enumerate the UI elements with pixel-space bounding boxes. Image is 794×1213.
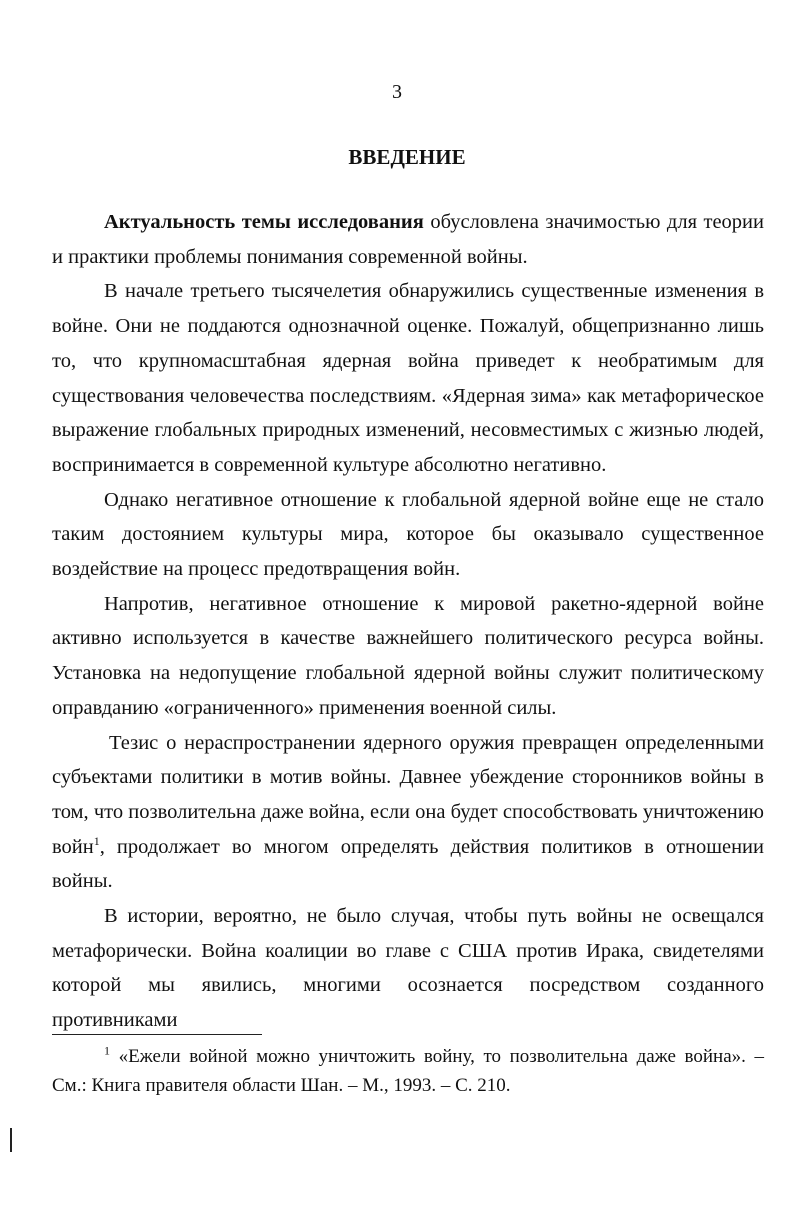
paragraph-text: Напротив, негативное отношение к мировой ракетно-ядерной войне активно используется в качестве важнейшего политического ресурса войны. Установка на недопущение глобальной ядерной войны служит политическому оправданию «ограниченного» применения военной силы. <box>52 592 764 719</box>
paragraph-with-footnote <box>52 726 764 900</box>
footnote <box>52 1042 764 1100</box>
footnote-text: «Ежели войной можно уничтожить войну, то позволительна даже война». – См.: Книга правителя области Шан. – М., 1993. – С. 210. <box>52 1046 764 1096</box>
margin-mark <box>10 1128 12 1152</box>
relevance-term: Актуальность темы исследования <box>104 211 424 233</box>
paragraph-text: , продолжает во многом определять действия политиков в отношении войны. <box>52 835 764 893</box>
paragraph-relevance <box>52 205 764 274</box>
paragraph-text: Однако негативное отношение к глобальной ядерной войне еще не стало таким достоянием культуры мира, которое бы оказывало существенное воздействие на процесс предотвращения войн. <box>52 488 764 581</box>
footnote-marker: 1 <box>104 1043 110 1058</box>
page-title: ВВЕДЕНИЕ <box>348 145 466 169</box>
paragraph-text: В истории, вероятно, не было случая, чтобы путь войны не освещался метафорически. Война коалиции во главе с США против Ирака, свидетелями которой мы явились, многими осознается посредством созданного противниками <box>52 905 764 1032</box>
page-number: 3 <box>392 81 402 103</box>
body-text <box>52 205 764 1038</box>
paragraph-text: В начале третьего тысячелетия обнаружились существенные изменения в войне. Они не поддаются однозначной оценке. Пожалуй, общепризнанно лишь то, что крупномасштабная ядерная война приведет к необратимым для существования человечества последствиям. «Ядерная зима» как метафорическое выражение глобальных природных изменений, несовместимых с жизнью людей, воспринимается в современной культуре абсолютно негативно. <box>52 280 764 476</box>
footnote-divider <box>52 1034 262 1035</box>
paragraph-text: обусловлена значимостью для теории и практики проблемы понимания современной войны. <box>52 211 764 268</box>
paragraph-text: Тезис о нераспространении ядерного оружия превращен определенными субъектами политики в мотив войны. Давнее убеждение сторонников войны в том, что позволительна даже война, если она будет способствовать уничтожению войн <box>52 731 764 858</box>
footnote-reference: 1 <box>93 833 100 848</box>
